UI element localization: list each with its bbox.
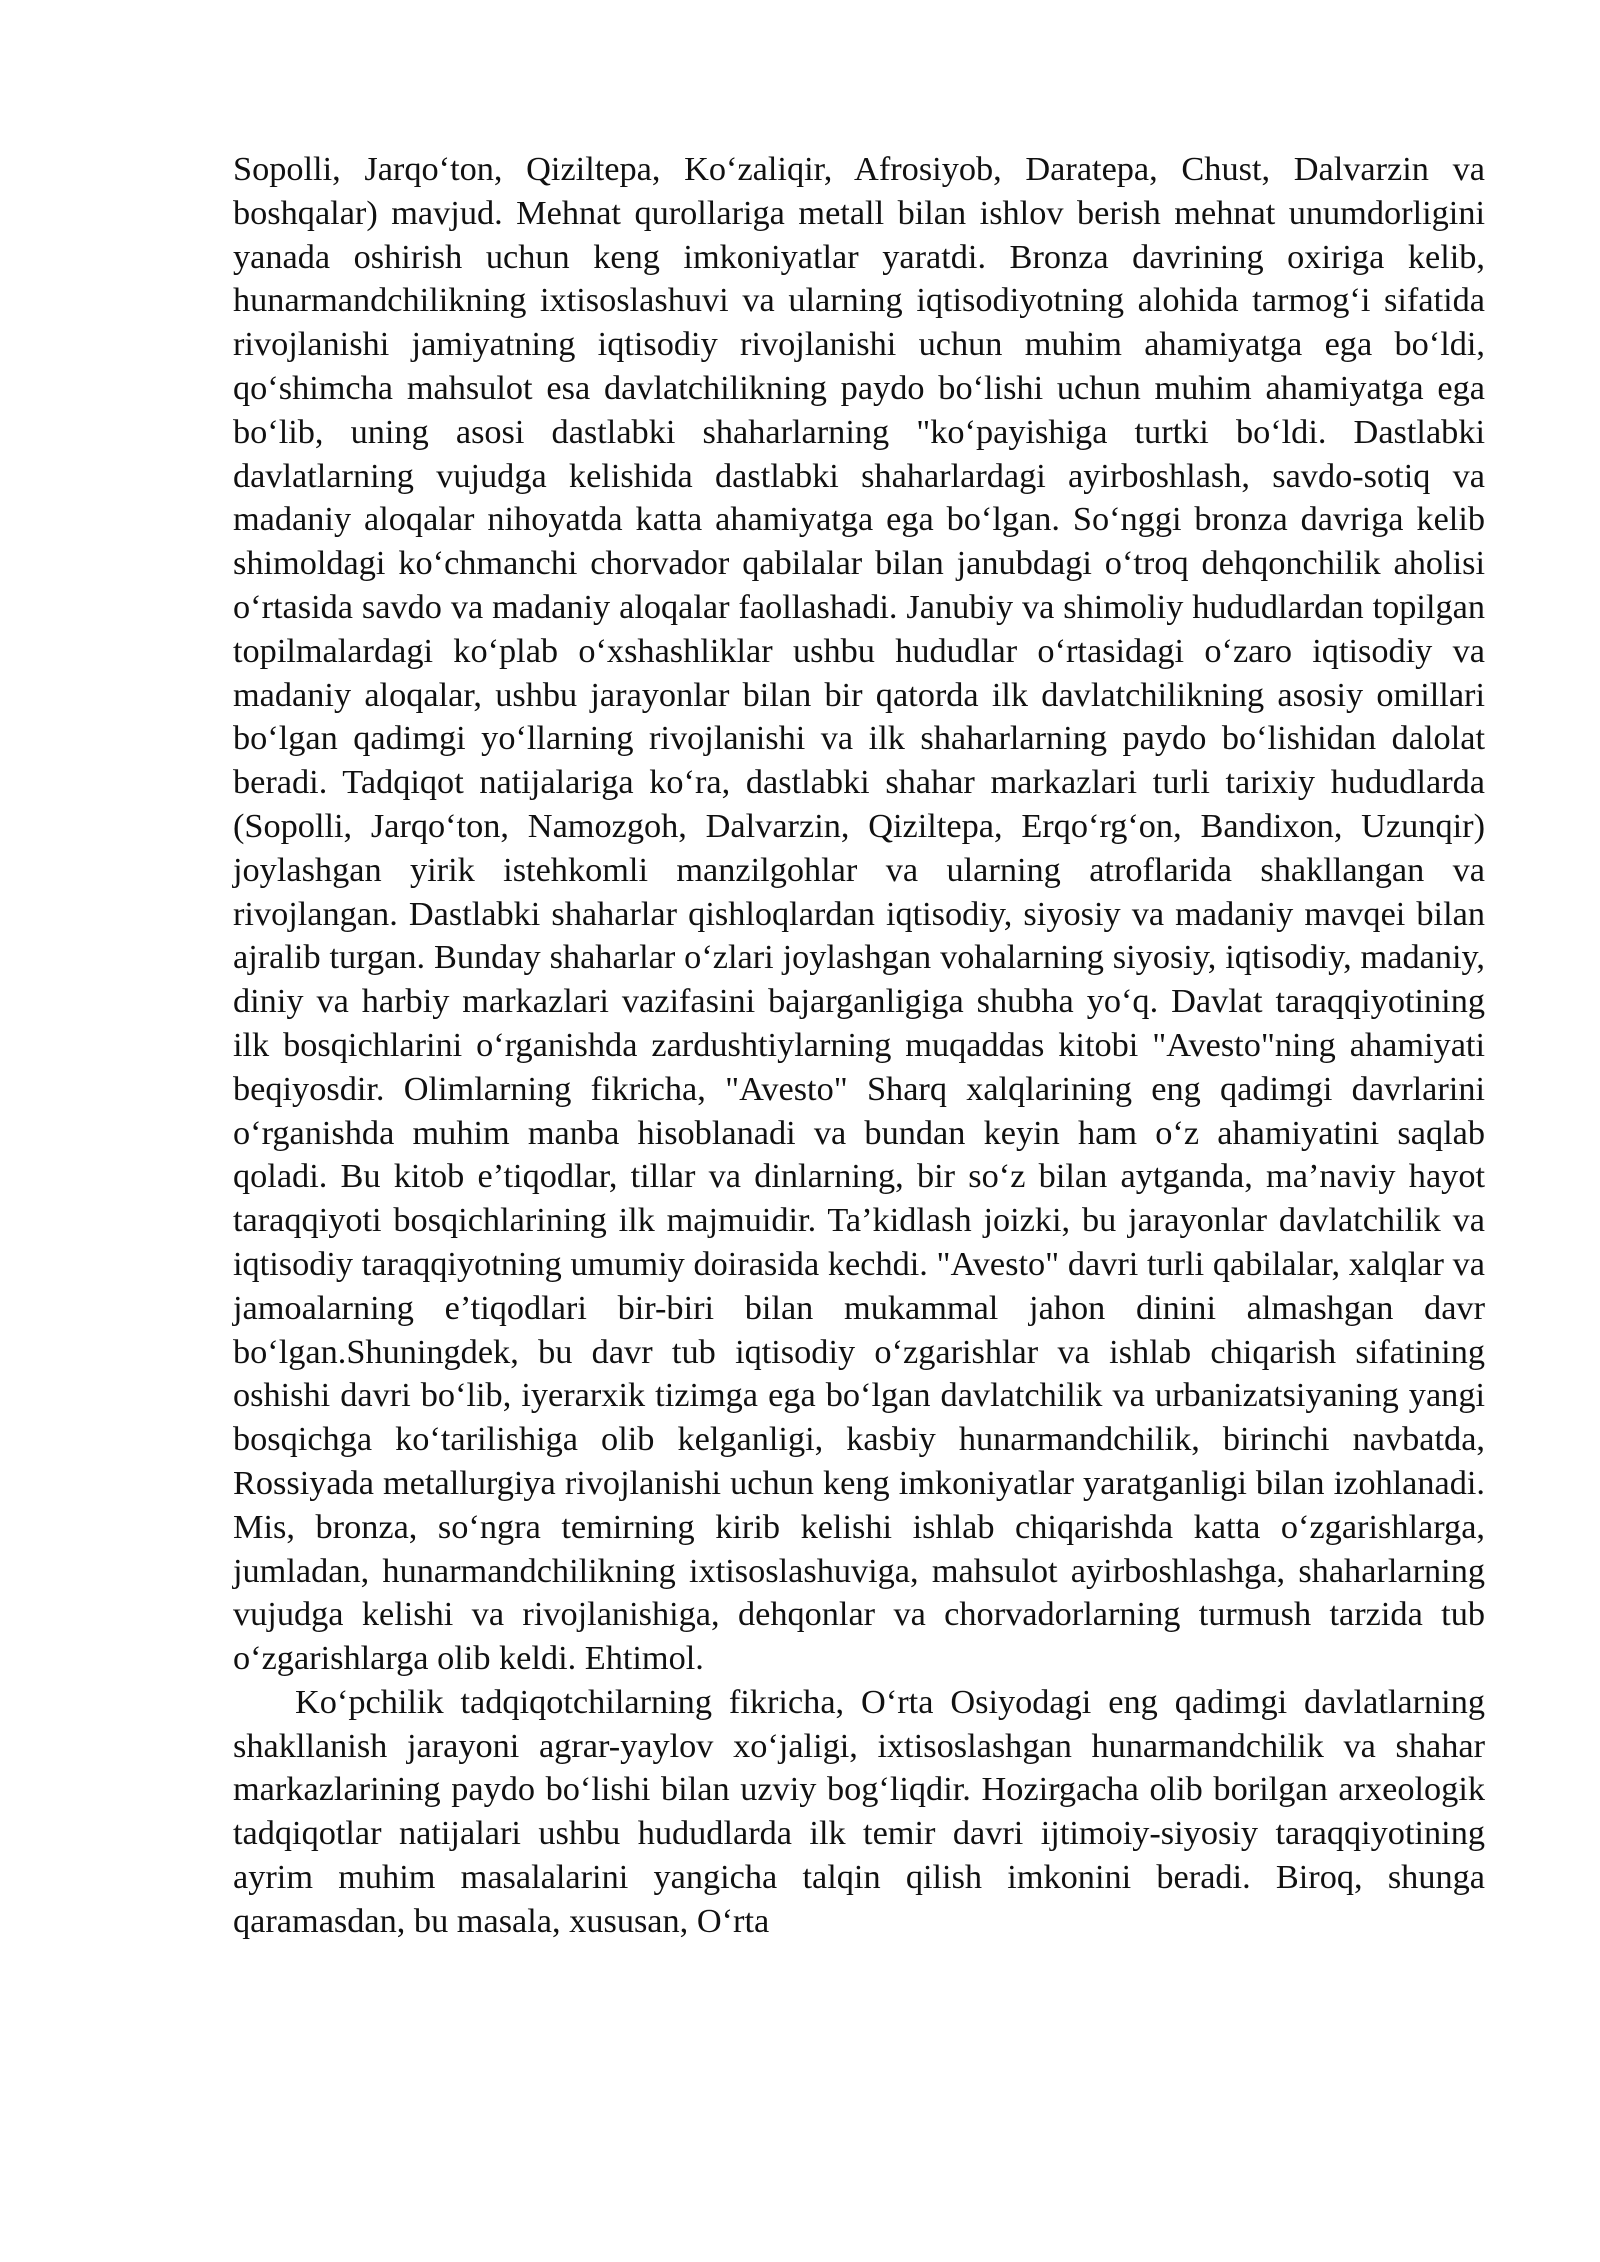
body-paragraph-2: Ko‘pchilik tadqiqotchilarning fikricha, O‘rta Osiyodagi eng qadimgi davlatlarning shakllanish jarayoni agrar-yaylov xo‘jaligi, ixtisoslashgan hunarmandchilik va shahar markazlarining paydo bo‘lishi bilan uzviy bog‘liqdir. Hozirgacha olib borilgan arxeologik tadqiqotlar natijalari ushbu hududlarda ilk temir davri ijtimoiy-siyosiy taraqqiyotining ayrim muhim masalalarini yangicha talqin qilish imkonini beradi. Biroq, shunga qaramasdan, bu masala, xususan, O‘rta <box>233 1682 1485 1940</box>
document-page <box>233 148 1485 1944</box>
body-paragraph-1: Sopolli, Jarqo‘ton, Qiziltepa, Ko‘zaliqir, Afrosiyob, Daratepa, Chust, Dalvarzin va boshqalar) mavjud. Mehnat qurollariga metall bilan ishlov berish mehnat unumdorligini yanada oshirish uchun keng imkoniyatlar yaratdi. Bronza davrining oxiriga kelib, hunarmandchilikning ixtisoslashuvi va ularning iqtisodiyotning alohida tarmog‘i sifatida rivojlanishi jamiyatning iqtisodiy rivojlanishi uchun muhim ahamiyatga ega bo‘ldi, qo‘shimcha mahsulot esa davlatchilikning paydo bo‘lishi uchun muhim ahamiyatga ega bo‘lib, uning asosi dastlabki shaharlarning "ko‘payishiga turtki bo‘ldi. Dastlabki davlatlarning vujudga kelishida dastlabki shaharlardagi ayirboshlash, savdo-sotiq va madaniy aloqalar nihoyatda katta ahamiyatga ega bo‘lgan. So‘nggi bronza davriga kelib shimoldagi ko‘chmanchi chorvador qabilalar bilan janubdagi o‘troq dehqonchilik aholisi o‘rtasida savdo va madaniy aloqalar faollashadi. Janubiy va shimoliy hududlardan topilgan topilmalardagi ko‘plab o‘xshashliklar ushbu hududlar o‘rtasidagi o‘zaro iqtisodiy va madaniy aloqalar, ushbu jarayonlar bilan bir qatorda ilk davlatchilikning asosiy omillari bo‘lgan qadimgi yo‘llarning rivojlanishi va ilk shaharlarning paydo bo‘lishidan dalolat beradi. Tadqiqot natijalariga ko‘ra, dastlabki shahar markazlari turli tarixiy hududlarda (Sopolli, Jarqo‘ton, Namozgoh, Dalvarzin, Qiziltepa, Erqo‘rg‘on, Bandixon, Uzunqir) joylashgan yirik istehkomli manzilgohlar va ularning atroflarida shakllangan va rivojlangan. Dastlabki shaharlar qishloqlardan iqtisodiy, siyosiy va madaniy mavqei bilan ajralib turgan. Bunday shaharlar o‘zlari joylashgan vohalarning siyosiy, iqtisodiy, madaniy, diniy va harbiy markazlari vazifasini bajarganligiga shubha yo‘q. Davlat taraqqiyotining ilk bosqichlarini o‘rganishda zardushtiylarning muqaddas kitobi "Avesto"ning ahamiyati beqiyosdir. Olimlarning fikricha, "Avesto" Sharq xalqlarining eng qadimgi davrlarini o‘rganishda muhim manba hisoblanadi va bundan keyin ham o‘z ahamiyatini saqlab qoladi. Bu kitob e’tiqodlar, tillar va dinlarning, bir so‘z bilan aytganda, ma’naviy hayot taraqqiyoti bosqichlarining ilk majmuidir. Ta’kidlash joizki, bu jarayonlar davlatchilik va iqtisodiy taraqqiyotning umumiy doirasida kechdi. "Avesto" davri turli qabilalar, xalqlar va jamoalarning e’tiqodlari bir-biri bilan mukammal jahon dinini almashgan davr bo‘lgan.Shuningdek, bu davr tub iqtisodiy o‘zgarishlar va ishlab chiqarish sifatining oshishi davri bo‘lib, iyerarxik tizimga ega bo‘lgan davlatchilik va urbanizatsiyaning yangi bosqichga ko‘tarilishiga olib kelganligi, kasbiy hunarmandchilik, birinchi navbatda, Rossiyada metallurgiya rivojlanishi uchun keng imkoniyatlar yaratganligi bilan izohlanadi. Mis, bronza, so‘ngra temirning kirib kelishi ishlab chiqarishda katta o‘zgarishlarga, jumladan, hunarmandchilikning ixtisoslashuviga, mahsulot ayirboshlashga, shaharlarning vujudga kelishi va rivojlanishiga, dehqonlar va chorvadorlarning turmush tarzida tub o‘zgarishlarga olib keldi. Ehtimol. <box>233 150 1485 1678</box>
